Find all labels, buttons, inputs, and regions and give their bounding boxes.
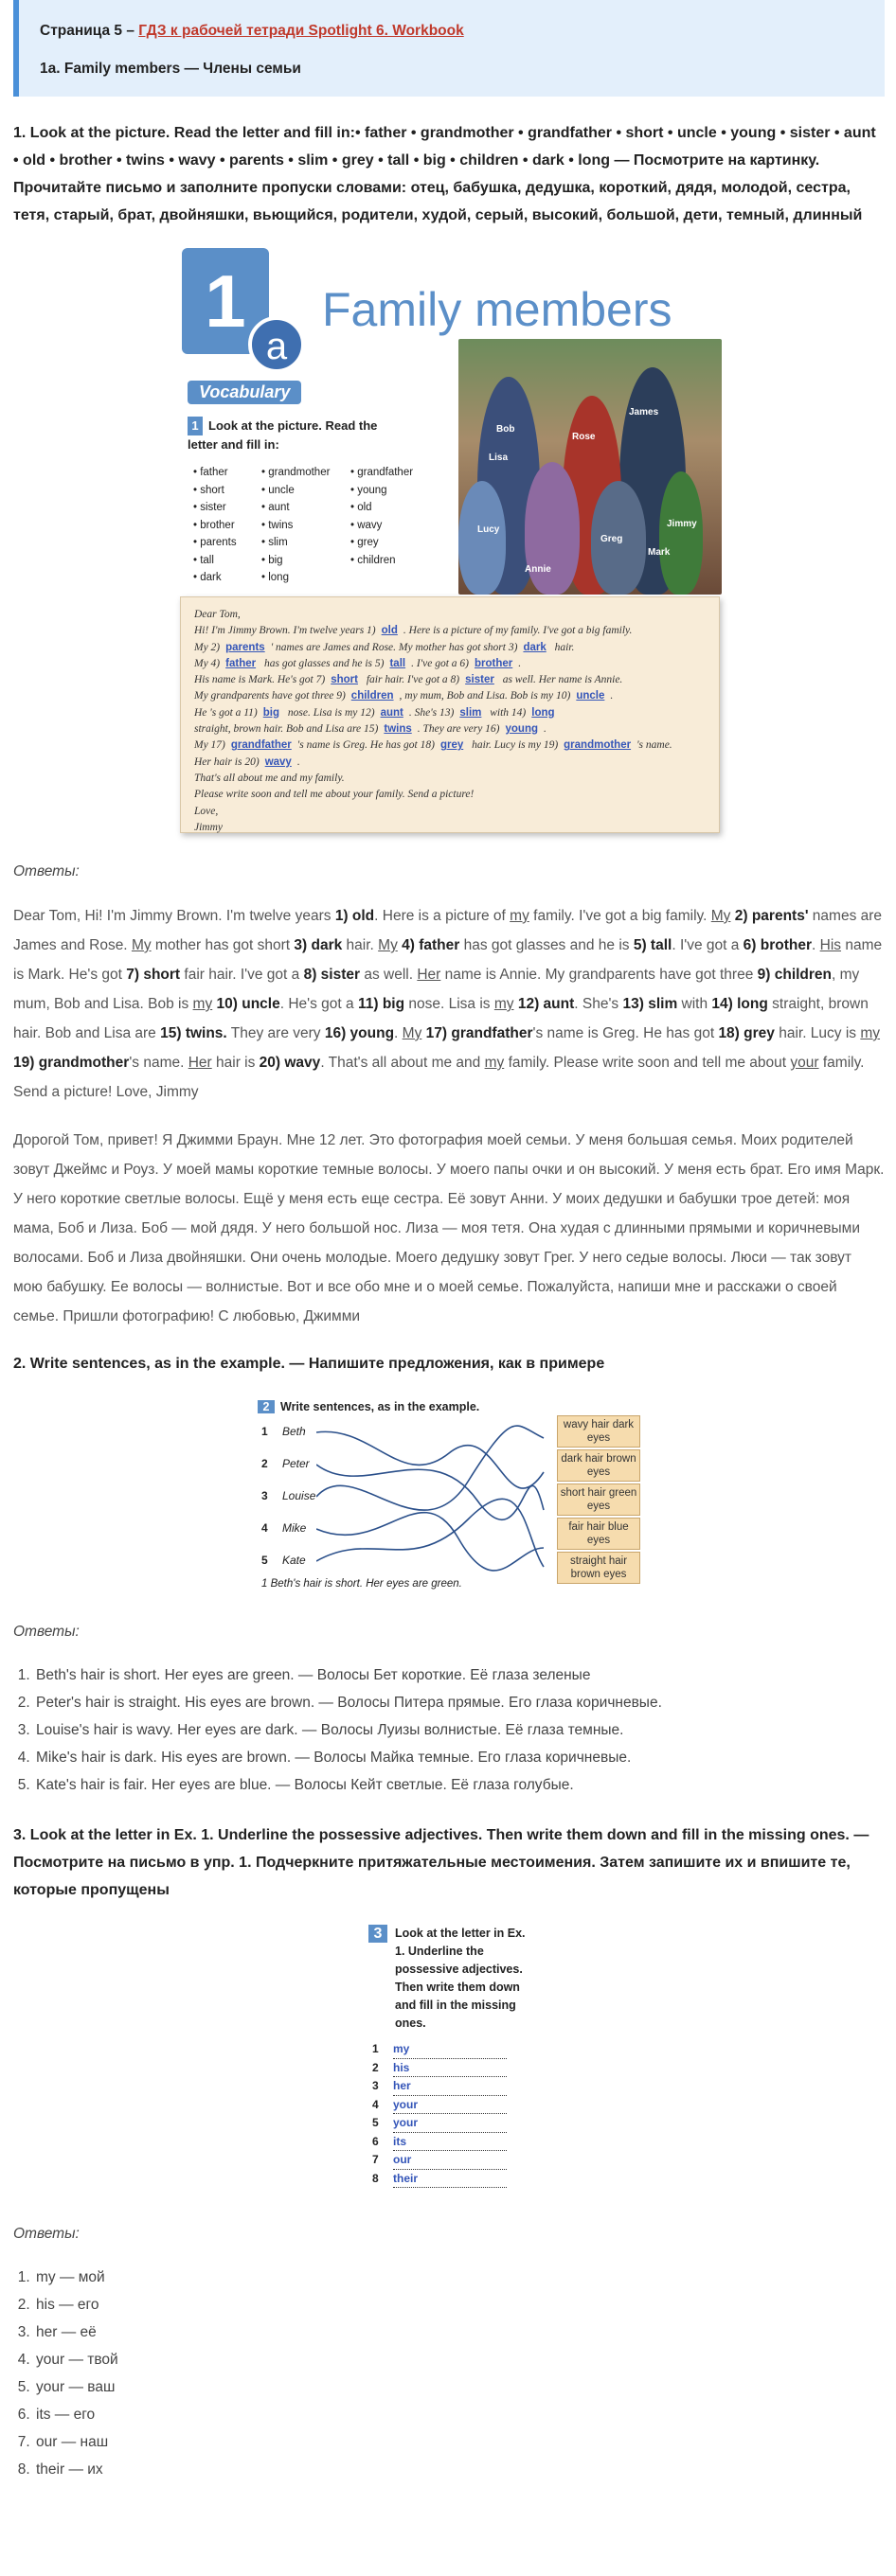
vocab-word: • parents — [193, 537, 237, 548]
item-word: your — [393, 2096, 507, 2115]
letter-card — [180, 596, 720, 833]
item-word: his — [393, 2059, 507, 2078]
letter-line — [194, 755, 706, 771]
letter-text: 's name is Greg. He has got 18) — [296, 739, 435, 752]
filled-answer: children — [350, 690, 394, 702]
unit-title: Family members — [322, 283, 672, 336]
trait-box: fair hair blue eyes — [557, 1518, 640, 1550]
letter-text: with 14) — [487, 706, 527, 719]
unit-number: 1 — [182, 248, 269, 354]
task3-title: 3. Look at the letter in Ex. 1. Underline the possessive adjectives. Then write them down and fill in the missing ones. — Посмотрите на письмо в упр. 1. Подчеркните притяжательные местоимения. Затем запишите их и впишите те, которые пропущены — [13, 1827, 869, 1898]
item-number: 4 — [372, 2097, 379, 2111]
letter-line — [194, 820, 706, 836]
page-breadcrumb — [40, 23, 866, 40]
exercise-heading-text: Look at the letter in Ex. 1. Underline the possessive adjectives. Then write them down and fill in the missing ones. — [395, 1927, 526, 2030]
row-number: 5 — [261, 1554, 268, 1567]
list-item: 4. your — твой — [34, 2346, 885, 2373]
list-item: 1. Beth's hair is short. Her eyes are green. — Волосы Бет короткие. Её глаза зеленые — [34, 1661, 885, 1689]
letter-text: My 17) — [194, 739, 225, 752]
filled-answer: uncle — [576, 690, 605, 702]
item-word: its — [393, 2133, 507, 2152]
filled-answer: slim — [459, 706, 482, 719]
trait-box: wavy hair dark eyes — [557, 1415, 640, 1448]
letter-text: . She's 13) — [408, 706, 455, 719]
filled-answer: young — [505, 723, 538, 736]
filled-answer: brother — [475, 657, 513, 669]
row-number: 4 — [261, 1521, 268, 1535]
task3-figure — [368, 1923, 529, 2197]
list-item: 2. Peter's hair is straight. His eyes are brown. — Волосы Питера прямые. Его глаза коричневые. — [34, 1689, 885, 1716]
item-number: 6 — [372, 2134, 379, 2148]
photo-tag: Bob — [496, 424, 515, 435]
letter-text: straight, brown hair. Bob and Lisa are 15) — [194, 723, 379, 736]
task1-english-answer: Dear Tom, Hi! I'm Jimmy Brown. I'm twelve years 1) old. Here is a picture of my family. I've got a big family. My 2) parents' names are James and Rose. My mother has got short 3) dark hair. My 4) father has got glasses and he is 5) tall. I've got a 6) brother. His name is Mark. He's got 7) short fair hair. I've got a 8) sister as well. Her name is Annie. My grandparents have got three 9) children, my mum, Bob and Lisa. Bob is my 10) uncle. He's got a 11) big nose. Lisa is my 12) aunt. She's 13) slim with 14) long straight, brown hair. Bob and Lisa are 15) twins. They are very 16) young. My 17) grandfather's name is Greg. He has got 18) grey hair. Lucy is my 19) grandmother's name. Her hair is 20) wavy. That's all about me and my family. Please write soon and tell me about your family. Send a picture! Love, Jimmy — [13, 908, 883, 1100]
list-item: 4. Mike's hair is dark. His eyes are brown. — Волосы Майка темные. Его глаза коричневые. — [34, 1744, 885, 1771]
vocab-word: • children — [350, 554, 396, 566]
exercise-instruction — [188, 417, 396, 454]
filled-answer: long — [531, 706, 555, 719]
vocab-word: • twins — [261, 519, 294, 531]
filled-answer: father — [225, 657, 257, 669]
row-name: Mike — [282, 1521, 307, 1535]
trait-box: short hair green eyes — [557, 1483, 640, 1516]
filled-answer: big — [262, 706, 280, 719]
possessive-item — [372, 2133, 507, 2152]
exercise-number: 2 — [258, 1400, 275, 1413]
filled-answer: grandfather — [230, 739, 292, 752]
letter-text: . — [296, 755, 300, 768]
possessive-item — [372, 2096, 507, 2115]
letter-text: . — [544, 723, 547, 736]
letter-text: has got glasses and he is 5) — [261, 657, 385, 669]
list-item: 8. their — их — [34, 2456, 885, 2483]
exercise-number: 1 — [188, 417, 203, 435]
vocab-word: • grandmother — [261, 467, 331, 478]
task3-answers — [34, 2264, 885, 2483]
unit-letter: a — [248, 316, 305, 373]
vocab-word: • old — [350, 502, 372, 513]
photo-tag: Lucy — [477, 524, 500, 535]
letter-text: . — [518, 657, 522, 669]
letter-text: 's name. — [636, 739, 672, 752]
letter-text: That's all about me and my family. — [194, 772, 345, 784]
vocab-word: • young — [350, 484, 387, 496]
letter-line — [194, 623, 706, 639]
answers-label: Ответы: — [13, 1624, 80, 1640]
row-number: 2 — [261, 1457, 268, 1470]
answers-label: Ответы: — [13, 863, 80, 879]
filled-answer: tall — [389, 657, 406, 669]
filled-answer: aunt — [380, 706, 403, 719]
possessive-list — [372, 2040, 507, 2188]
trait-box: dark hair brown eyes — [557, 1449, 640, 1482]
row-number: 1 — [261, 1425, 268, 1438]
row-name: Peter — [282, 1457, 310, 1470]
task1-russian-translation: Дорогой Том, привет! Я Джимми Браун. Мне 12 лет. Это фотография моей семьи. У меня большая семья. Моих родителей зовут Джеймс и Роуз. У моей мамы короткие темные волосы. У моего папы очки и он высокий. У меня есть брат. Его имя Марк. У него короткие светлые волосы. Ещё у меня есть еще сестра. Её зовут Анни. У моих дедушки и бабушки трое детей: моя мама, Боб и Лиза. Боб — мой дядя. У него большой нос. Лиза — моя тетя. Она худая с длинными прямыми и коричневыми волосами. Боб и Лиза двойняшки. Они очень молодые. Моего дедушку зовут Грег. У него седые волосы. Люси — так зовут мою бабушку. Ее волосы — волнистые. Вот и все обо мне и о моей семье. Пожалуйста, напиши мне и расскажи о своей семье. Пришли фотографию! С любовью, Джимми — [13, 1132, 885, 1324]
vocab-word: • uncle — [261, 484, 295, 496]
item-number: 1 — [372, 2042, 379, 2055]
vocab-word: • slim — [261, 537, 288, 548]
photo-tag: Annie — [525, 564, 551, 575]
filled-answer: grandmother — [564, 739, 632, 752]
letter-text: My grandparents have got three 9) — [194, 690, 346, 702]
row-number: 3 — [261, 1489, 268, 1502]
task2-title: 2. Write sentences, as in the example. — Напишите предложения, как в примере — [13, 1356, 605, 1372]
vocab-word — [350, 569, 436, 587]
photo-tag: Jimmy — [667, 519, 697, 529]
letter-text: Please write soon and tell me about your family. Send a picture! — [194, 789, 475, 801]
letter-line — [194, 607, 706, 623]
photo-tag: James — [629, 407, 659, 417]
possessive-item — [372, 2059, 507, 2078]
letter-text: , my mum, Bob and Lisa. Bob is my 10) — [399, 690, 571, 702]
possessive-item — [372, 2077, 507, 2096]
trait-box: straight hair brown eyes — [557, 1552, 640, 1584]
item-word: our — [393, 2151, 507, 2170]
list-item: 7. our — наш — [34, 2428, 885, 2456]
possessive-item — [372, 2040, 507, 2059]
filled-answer: parents — [225, 641, 265, 653]
list-item: 1. my — мой — [34, 2264, 885, 2291]
page-prefix: Страница 5 – — [40, 23, 139, 39]
list-item: 2. his — его — [34, 2291, 885, 2318]
matching-lines — [316, 1415, 553, 1576]
page-subtitle: 1a. Family members — Члены семьи — [40, 61, 301, 77]
item-number: 2 — [372, 2060, 379, 2074]
list-item: 5. your — ваш — [34, 2373, 885, 2401]
item-word: their — [393, 2170, 507, 2189]
vocab-word: • long — [261, 572, 289, 583]
item-number: 8 — [372, 2171, 379, 2185]
filled-answer: grey — [439, 739, 464, 752]
item-word: my — [393, 2040, 507, 2059]
list-item: 3. Louise's hair is wavy. Her eyes are dark. — Волосы Луизы волнистые. Её глаза темные. — [34, 1716, 885, 1744]
exercise-heading-text: Write sentences, as in the example. — [280, 1400, 480, 1413]
vocab-word: • grandfather — [350, 467, 414, 478]
header-box — [13, 0, 885, 97]
row-name: Kate — [282, 1554, 306, 1567]
filled-answer: old — [381, 625, 398, 637]
possessive-item — [372, 2114, 507, 2133]
letter-line — [194, 737, 706, 754]
vocab-word: • short — [193, 484, 224, 496]
item-number: 7 — [372, 2153, 379, 2166]
vocab-word: • tall — [193, 554, 214, 566]
letter-text: hair. — [551, 641, 575, 653]
vocabulary-label: Vocabulary — [188, 381, 301, 404]
letter-line — [194, 771, 706, 787]
vocab-word: • grey — [350, 537, 379, 548]
letter-text: Hi! I'm Jimmy Brown. I'm twelve years 1) — [194, 625, 376, 637]
vocab-word: • father — [193, 467, 228, 478]
filled-answer: short — [331, 674, 358, 686]
item-word: her — [393, 2077, 507, 2096]
letter-line — [194, 656, 706, 672]
vocab-word: • dark — [193, 572, 222, 583]
row-name: Beth — [282, 1425, 306, 1438]
letter-text: . They are very 16) — [417, 723, 500, 736]
word-list — [193, 464, 436, 587]
letter-text: My 2) — [194, 641, 221, 653]
letter-text: Her hair is 20) — [194, 755, 260, 768]
letter-line — [194, 672, 706, 688]
name-row — [261, 1521, 306, 1535]
photo-tag: Greg — [600, 534, 623, 544]
row-name: Louise — [282, 1489, 316, 1502]
workbook-link[interactable]: ГДЗ к рабочей тетради Spotlight 6. Workbook — [138, 23, 464, 39]
list-item: 6. its — его — [34, 2401, 885, 2428]
letter-text: . Here is a picture of my family. I've got a big family. — [403, 625, 633, 637]
letter-text: fair hair. I've got a 8) — [363, 674, 460, 686]
exercise-number: 3 — [368, 1925, 387, 1943]
exercise-heading — [368, 1925, 529, 2033]
letter-text: Dear Tom, — [194, 609, 241, 620]
filled-answer: twins — [384, 723, 412, 736]
letter-line — [194, 688, 706, 704]
photo-tag: Mark — [648, 547, 671, 558]
name-row — [261, 1489, 315, 1502]
letter-line — [194, 787, 706, 803]
task1-title: 1. Look at the picture. Read the letter and fill in:• father • grandmother • grandfather • short • uncle • young • sister • aunt • old • brother • twins • wavy • parents • slim • grey • tall • big • children • dark • long — Посмотрите на картинку. Прочитайте письмо и заполните пропуски словами: отец, бабушка, дедушка, короткий, дядя, молодой, сестра, тетя, старый, брат, двойняшки, вьющийся, родители, худой, серый, высокий, большой, дети, темный, длинный — [13, 125, 876, 223]
letter-line — [194, 721, 706, 737]
possessive-item — [372, 2151, 507, 2170]
vocab-word: • sister — [193, 502, 226, 513]
letter-text: . — [610, 690, 614, 702]
vocab-word: • wavy — [350, 519, 383, 531]
letter-text: ' names are James and Rose. My mother has got short 3) — [270, 641, 518, 653]
task2-answers — [34, 1661, 885, 1799]
name-row — [261, 1554, 306, 1567]
list-item: 3. her — её — [34, 2318, 885, 2346]
letter-line — [194, 640, 706, 656]
photo-tag: Rose — [572, 432, 596, 442]
filled-answer: wavy — [264, 755, 292, 768]
filled-answer: dark — [523, 641, 547, 653]
letter-text: His name is Mark. He's got 7) — [194, 674, 326, 686]
name-row — [261, 1457, 310, 1470]
vocab-word: • aunt — [261, 502, 290, 513]
exercise-instruction-text: Look at the picture. Read the letter and fill in: — [188, 418, 378, 452]
example-sentence: 1 Beth's hair is short. Her eyes are green. — [261, 1578, 462, 1590]
answers-label: Ответы: — [13, 2226, 80, 2242]
letter-line — [194, 705, 706, 721]
letter-text: as well. Her name is Annie. — [499, 674, 623, 686]
possessive-item — [372, 2170, 507, 2189]
letter-text: nose. Lisa is my 12) — [285, 706, 375, 719]
letter-text: . I've got a 6) — [411, 657, 469, 669]
item-number: 5 — [372, 2116, 379, 2129]
task1-figure — [174, 248, 724, 835]
letter-text: My 4) — [194, 657, 221, 669]
letter-line — [194, 804, 706, 820]
filled-answer: sister — [465, 674, 494, 686]
vocab-word: • brother — [193, 519, 235, 531]
exercise-heading — [258, 1400, 479, 1413]
letter-text: He 's got a 11) — [194, 706, 258, 719]
letter-text: Love, — [194, 805, 219, 817]
task2-figure — [250, 1396, 648, 1595]
letter-text: Jimmy — [194, 821, 224, 833]
name-row — [261, 1425, 306, 1438]
item-number: 3 — [372, 2079, 379, 2092]
list-item: 5. Kate's hair is fair. Her eyes are blue. — Волосы Кейт светлые. Её глаза голубые. — [34, 1771, 885, 1799]
item-word: your — [393, 2114, 507, 2133]
vocab-word: • big — [261, 554, 283, 566]
family-photo — [458, 339, 722, 595]
photo-tag: Lisa — [489, 453, 509, 463]
letter-text: hair. Lucy is my 19) — [469, 739, 559, 752]
